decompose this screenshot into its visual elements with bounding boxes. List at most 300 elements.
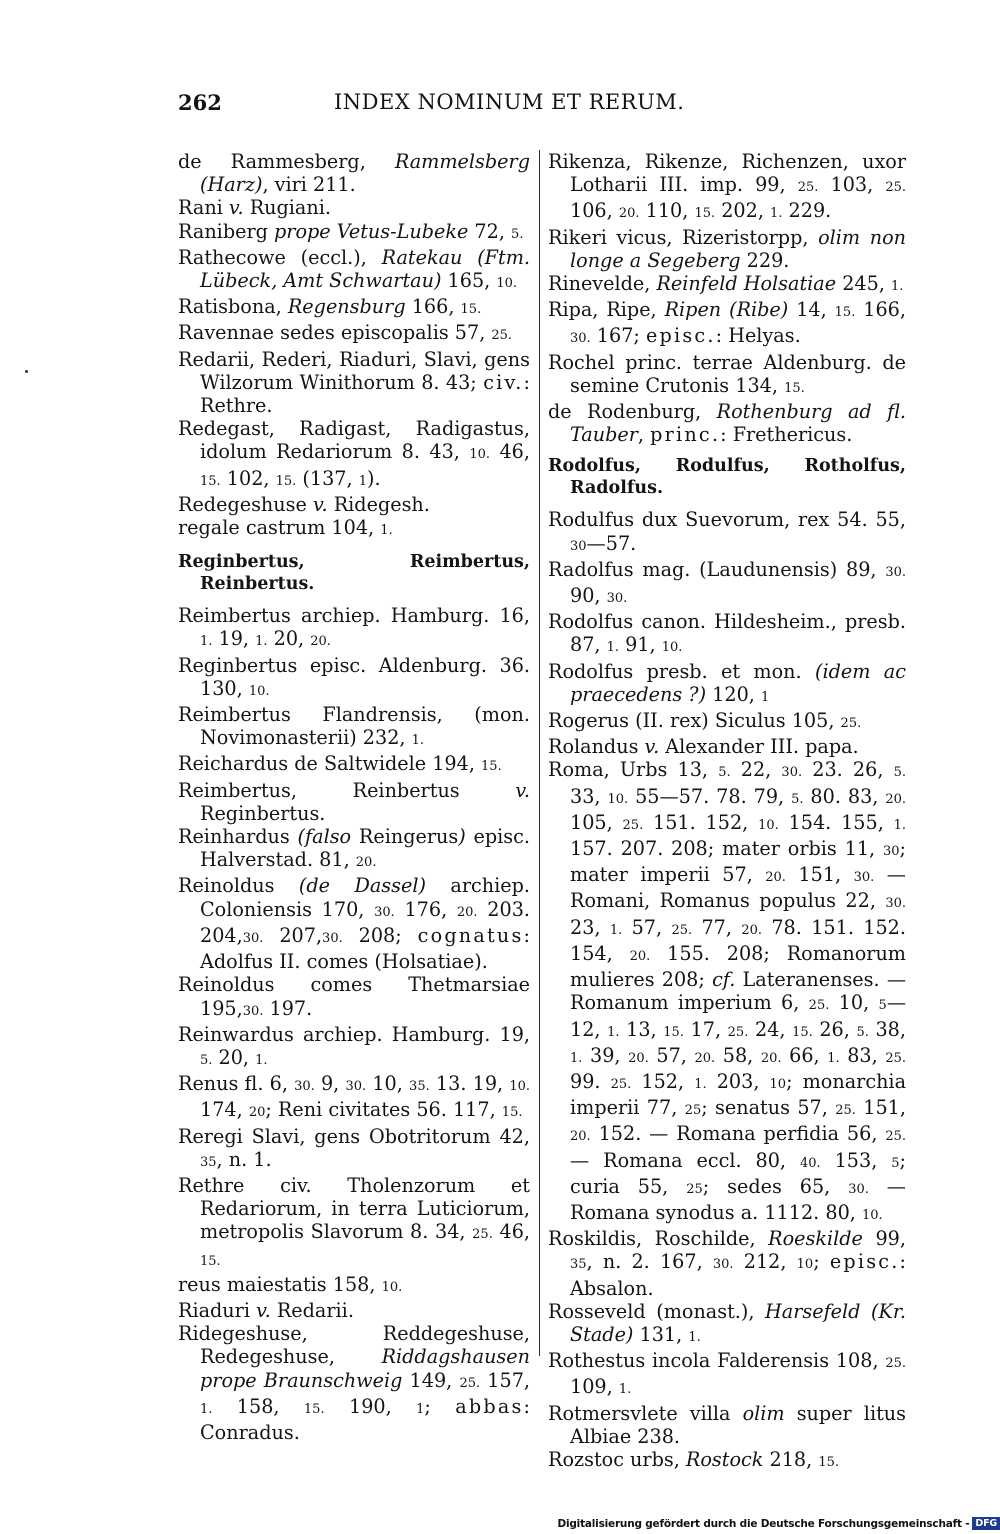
line-reference: 30. [848,1181,869,1197]
entry-text: 151, [785,863,854,887]
entry-text: v. [228,196,244,220]
line-reference: 1. [694,1076,707,1092]
line-reference: 25 [686,1181,703,1197]
line-reference: 20. [355,855,377,871]
entry-text: 22, [730,758,782,782]
index-entry [548,735,906,758]
entry-text: Rikenza, Rikenze, Richenzen, uxor Lotharii III. imp. 99, [548,150,906,197]
entry-text: 26, [812,1017,857,1041]
index-entry [178,604,530,653]
entry-text: Rethre civ. Tholenzorum et Redariorum, in terra Luticiorum, metropolis Slavorum 8. 34, [178,1173,530,1244]
line-reference: 35 [570,1257,587,1273]
entry-text: Rugiani. [243,196,331,220]
entry-text: Reginbertus, Reimbertus, Reinbertus. [178,552,530,595]
entry-text: 106, [570,199,619,223]
entry-text: Radolfus mag. (Laudunensis) 89, [548,557,886,581]
index-entry [178,295,530,321]
index-entry [178,703,530,752]
entry-text: 155. 208; Romanorum mulieres 208; [570,941,907,992]
entry-text: 176, [394,897,457,921]
entry-text: 105, [570,810,623,834]
line-reference: 1. [255,1052,268,1068]
line-reference: 30. [853,870,875,886]
entry-text: v. [312,492,328,516]
index-entry [178,779,530,825]
index-entry [548,150,906,226]
entry-text: ; sedes 65, [702,1174,849,1198]
entry-text: 165, [441,269,497,293]
entry-text: Rolandus [548,735,645,759]
entry-text: ; [424,1394,456,1418]
line-reference: 15. [834,305,856,321]
line-reference: 20. [618,206,640,222]
entry-text: (de Dassel) [298,874,426,898]
line-reference: 15. [460,302,482,318]
entry-text: 109, [570,1375,619,1399]
entry-text: 24, [748,1017,793,1041]
line-reference: 15. [694,206,716,222]
line-reference: 20. [628,1050,649,1066]
entry-text: abbas [455,1394,524,1418]
entry-text: de Rammesberg, [178,150,395,173]
entry-text: Rodolfus canon. Hildesheim., presb. 87, [548,610,906,657]
line-reference: 40. [799,1155,821,1171]
entry-text: Ratekau (Ftm. Lübeck, Amt Schwartau) [200,245,530,293]
index-entry [178,1072,530,1124]
entry-text: 157. 207. 208; mater orbis 11, [570,837,883,861]
entry-text: Reinhardus [178,825,298,849]
entry-text: Rinevelde, [548,272,657,296]
line-reference: 20. [885,791,907,807]
line-reference: 20. [456,904,478,920]
line-reference: 1. [891,279,904,295]
entry-text: ; mater imperii 57, [570,837,906,887]
entry-text: Reingerus [351,825,459,849]
entry-text: Rosseveld (monast.), [548,1299,766,1323]
entry-text: (idem ac praecedens ?) [570,659,906,706]
entry-text: 91, [619,633,662,657]
entry-text: Redarii, Rederi, Riaduri, Slavi, gens Wilzorum Winithorum 8. 43; [178,347,530,394]
entry-text: (137, [296,466,359,490]
entry-text: Rammelsberg (Harz) [200,150,530,197]
entry-text: 103, [818,173,886,197]
entry-text: Reinfeld Holsatiae [656,272,837,296]
line-reference: 25. [835,1103,856,1119]
entry-text: Roeskilde [768,1227,863,1251]
index-entry [178,1023,530,1072]
index-entry [178,654,530,703]
line-reference: 20. [694,1050,716,1066]
entry-text: 46, [490,440,530,464]
entry-text: Reimbertus, Reinbertus [178,778,516,802]
entry-text: Ridegesh. [327,492,430,516]
line-reference: 15. [200,1253,221,1269]
line-reference: 1. [893,817,906,833]
line-reference: 25. [885,1129,906,1145]
entry-text: 57, [648,1043,695,1067]
line-reference: 25. [491,328,513,344]
entry-text: 151, [855,1096,906,1120]
entry-text: 55—57. 78. 79, [628,784,792,808]
index-entry [178,1174,530,1273]
line-reference: 10. [509,1079,530,1095]
entry-text: 66, [781,1043,828,1067]
entry-text: 99, [862,1227,906,1251]
entry-text: Renus fl. 6, [178,1072,295,1096]
entry-text: Harsefeld (Kr. Stade) [570,1299,906,1346]
line-reference: 20. [741,922,763,938]
entry-text: Roskildis, Roschilde, [548,1227,769,1251]
line-reference: 10. [469,447,491,463]
entry-text: Redegeshuse [178,492,313,516]
line-reference: 5 [891,1155,900,1171]
line-reference: 15. [784,380,805,396]
entry-text: 20, [267,627,311,651]
entry-text: 152. — Romana perfidia 56, [590,1122,886,1146]
line-reference: 15. [818,1454,840,1470]
entry-text: Rodolfus presb. et mon. [548,659,815,683]
line-reference: 10. [758,817,779,833]
entry-text: 229. [782,199,832,223]
entry-text: Redarii. [270,1298,354,1322]
entry-text: ; [813,1250,830,1274]
entry-text: Reginbertus episc. Aldenburg. 36. 130, [178,653,530,700]
index-entry [548,1402,906,1448]
entry-text: Ripa, Ripe, [548,298,665,322]
line-reference: 1. [770,206,783,222]
line-reference: 1. [827,1050,840,1066]
line-reference: 1. [380,523,393,539]
line-reference: 1. [570,1050,583,1066]
entry-text: ; curia 55, [570,1148,906,1198]
entry-text: 207, [263,923,323,947]
index-entry [178,493,530,516]
entry-text: episc. Halverstad. 81, [200,825,530,872]
line-reference: 25. [885,180,906,196]
entry-text: 23. 26, [802,758,894,782]
entry-text: Rothestus incola Falderensis 108, [548,1349,886,1373]
index-entry [548,272,906,298]
entry-text: Reinoldus [178,874,299,898]
line-reference: 1. [411,733,425,749]
line-reference: 25. [885,1356,906,1372]
entry-text: 151. 152, [643,810,759,834]
line-reference: 30. [374,904,395,920]
entry-text: 152, [631,1069,695,1093]
line-reference: 15. [481,759,502,775]
index-entry [548,709,906,735]
entry-text: 203, [706,1069,770,1093]
line-reference: 1 [761,689,770,705]
entry-text: reus maiestatis 158, [178,1272,382,1296]
line-reference: 25. [797,180,819,196]
index-entry [548,758,906,1227]
line-reference: 10. [248,683,270,699]
entry-text: 83, [839,1043,886,1067]
index-entry [178,417,530,493]
entry-text: ) [458,825,466,849]
entry-text: 212, [733,1250,797,1274]
entry-text: olim non longe a Segeberg [570,225,907,272]
entry-text: , viri 211. [262,173,356,197]
entry-text: Reinoldus comes Thetmarsiae 195, [178,973,530,1020]
index-entry [548,508,906,557]
line-reference: 15. [303,1401,325,1417]
index-entry [548,400,906,446]
entry-text: 153, [820,1148,892,1172]
entry-text: ; monarchia imperii 77, [570,1069,907,1120]
entry-text: olim [742,1401,785,1425]
line-reference: 15. [501,1105,523,1121]
line-reference: 30. [885,564,906,580]
index-column-left [178,150,530,1444]
entry-text: episc. [829,1250,900,1274]
index-group-heading [178,551,530,595]
entry-text: archiep. Coloniensis 170, [200,874,530,921]
entry-text: 46, [492,1220,530,1244]
entry-text: (falso [297,825,352,849]
entry-text: 72, [468,219,512,243]
entry-text: v. [256,1298,271,1322]
line-reference: 35 [200,1154,217,1170]
entry-text: —12, [570,991,906,1041]
line-reference: 1 [416,1401,425,1417]
index-entry [178,196,530,219]
entry-text: 99. [570,1069,611,1093]
index-entry [178,1125,530,1174]
page-number: 262 [178,90,222,115]
entry-text: Rogerus (II. rex) Siculus 105, [548,709,841,733]
entry-text: Regensburg [287,295,406,319]
entry-text: Riaduri [178,1298,257,1322]
entry-text: 229. [740,248,790,272]
entry-text: cf. [712,968,736,992]
scan-speck [25,370,28,373]
entry-text: Raniberg [178,219,275,243]
entry-text: 13, [619,1017,664,1041]
index-entry [548,298,906,350]
line-reference: 20. [760,1050,782,1066]
entry-text: Ripen (Ribe) [664,298,789,322]
line-reference: 10. [607,791,629,807]
entry-text: 90, [570,584,607,608]
entry-text: 218, [763,1447,819,1471]
line-reference: 10 [769,1076,787,1092]
entry-text: 174, [200,1098,249,1122]
entry-text: : Absalon. [570,1250,906,1300]
entry-text: 120, [706,682,761,706]
entry-text: Rotmersvlete villa [548,1401,743,1425]
line-reference: 1. [607,1024,620,1040]
entry-text: Rathecowe (eccl.), [178,245,382,269]
index-entry [548,610,906,659]
line-reference: 5 [878,998,887,1014]
index-entry [178,1273,530,1299]
entry-text: — Romana eccl. 80, [570,1148,800,1172]
entry-text: 167; [590,324,646,348]
entry-text: Rodulfus dux Suevorum, rex 54. 55, [548,508,906,532]
line-reference: 20 [248,1105,266,1121]
entry-text: Lateranenses. — Romanum imperium 6, [570,968,907,1015]
index-entry [548,1349,906,1401]
entry-text: Reinwardus archiep. Hamburg. 19, [178,1022,530,1046]
index-entry [178,874,530,973]
line-reference: 30 [570,538,587,554]
entry-text: 203. 204, [200,897,530,947]
entry-text: : Adolfus II. comes (Holsatiae). [200,923,530,974]
index-entry [178,348,530,418]
entry-text: Reimbertus Flandrensis, (mon. Novimonasterii) 232, [178,703,530,750]
entry-text: 58, [715,1043,761,1067]
line-reference: 15. [275,473,297,489]
line-reference: 10. [381,1279,403,1295]
entry-text: prope Vetus-Lubeke [274,219,469,243]
line-reference: 10. [496,276,518,292]
entry-text: episc. [645,324,716,348]
index-group-heading [548,455,906,499]
entry-text: Rothenburg ad fl. Tauber [570,400,906,447]
entry-text: civ. [483,370,524,394]
entry-text: ). [366,466,381,490]
entry-text: Rodolfus, Rodulfus, Rotholfus, Radolfus. [548,456,906,499]
entry-text: 157, [480,1368,531,1392]
line-reference: 1. [200,1401,213,1417]
entry-text: 158, [212,1394,304,1418]
entry-text: : Rethre. [200,370,530,418]
line-reference: 1. [200,634,213,650]
entry-text: : Frethericus. [720,423,853,447]
entry-text: Alexander III. papa. [659,735,859,759]
running-title: INDEX NOMINUM ET RERUM. [334,90,685,114]
entry-text: 57, [622,915,672,939]
entry-text: 20, [212,1045,256,1069]
entry-text: de Rodenburg, [548,400,717,424]
line-reference: 5. [856,1024,869,1040]
entry-text: 149, [402,1368,460,1392]
index-entry [178,220,530,246]
line-reference: 30. [294,1079,315,1095]
entry-text: 190, [324,1394,417,1418]
entry-text: 131, [633,1322,689,1346]
entry-text: 154. 155, [778,810,894,834]
index-entry [178,825,530,874]
entry-text: 33, [570,784,608,808]
entry-text: Rochel princ. terrae Aldenburg. de semine Crutonis 134, [548,350,906,397]
entry-text: 10, [366,1072,410,1096]
line-reference: 1. [255,634,268,650]
entry-text: , n. 1. [216,1147,272,1171]
line-reference: 30. [781,765,803,781]
entry-text: Ravennae sedes episcopalis 57, [178,321,492,345]
entry-text: 110, [639,199,695,223]
entry-text: 10, [829,991,879,1015]
line-reference: 1. [606,640,620,656]
entry-text: 166, [405,295,461,319]
index-entry [178,150,530,196]
line-reference: 5. [893,765,907,781]
line-reference: 30. [885,896,906,912]
index-column-right [548,150,906,1474]
line-reference: 1 [358,473,367,489]
entry-text: Rozstoc urbs, [548,1447,686,1471]
index-entry [178,1322,530,1444]
index-entry [178,516,530,542]
entry-text: 19, [212,627,256,651]
entry-text: 208; [342,923,418,947]
line-reference: 20. [310,634,331,650]
entry-text: regale castrum 104, [178,516,381,540]
index-entry [548,1227,906,1300]
index-entry [548,1448,906,1474]
line-reference: 25. [727,1024,749,1040]
index-entry [178,752,530,778]
line-reference: 1. [688,1329,701,1345]
line-reference: 15. [663,1024,684,1040]
line-reference: 20. [765,870,786,886]
line-reference: 30 [882,844,900,860]
entry-text: Reimbertus archiep. Hamburg. 16, [178,604,530,628]
line-reference: 5. [791,791,804,807]
entry-text: 78. 151. 152. 154, [570,915,906,965]
index-entry [548,558,906,610]
entry-text: 80. 83, [803,784,886,808]
entry-text: 9, [314,1072,346,1096]
index-entry [548,351,906,400]
entry-text: 197. [263,996,313,1020]
entry-text: Roma, Urbs 13, [548,758,719,782]
entry-text: Reginbertus. [200,801,326,825]
credit-text: Digitalisierung gefördert durch die Deutsche Forschungsgemeinschaft - [557,1517,970,1530]
entry-text: : Helyas. [715,324,801,348]
entry-text: cognatus [417,923,524,947]
line-reference: 10. [661,640,683,656]
line-reference: 30. [242,930,264,946]
column-divider [539,150,540,1356]
line-reference: 1. [618,1382,632,1398]
line-reference: 1. [609,922,623,938]
entry-text: — Romani, Romanus populus 22, [570,863,906,913]
index-entry [178,246,530,295]
dfg-logo-icon: DFG [972,1517,1000,1530]
line-reference: 25. [622,817,644,833]
entry-text: 77, [692,915,742,939]
index-entry [548,1300,906,1349]
entry-text: 38, [868,1017,906,1041]
entry-text: Redegast, Radigast, Radigastus, idolum Redariorum 8. 43, [178,417,530,464]
entry-text: Riddagshausen prope Braunschweig [200,1345,530,1392]
index-entry [548,660,906,709]
line-reference: 30. [345,1079,367,1095]
line-reference: 15. [792,1024,813,1040]
line-reference: 25. [472,1227,493,1243]
entry-text: Rikeri vicus, Rizeristorpp, [548,225,819,249]
entry-text: ; senatus 57, [701,1096,836,1120]
line-reference: 30. [242,1003,264,1019]
entry-text: Reregi Slavi, gens Obotritorum 42, [178,1124,530,1148]
entry-text: 13. 19, [429,1072,510,1096]
line-reference: 30. [570,331,591,347]
digitization-credit [557,1517,1000,1530]
line-reference: 25. [840,716,862,732]
entry-text: Rostock [685,1447,764,1471]
entry-text: 245, [836,272,892,296]
line-reference: 35. [409,1079,430,1095]
entry-text: super litus Albiae 238. [570,1401,906,1448]
line-reference: 30. [712,1257,734,1273]
line-reference: 5. [200,1052,213,1068]
index-entry [178,1299,530,1322]
line-reference: 25. [459,1375,481,1391]
